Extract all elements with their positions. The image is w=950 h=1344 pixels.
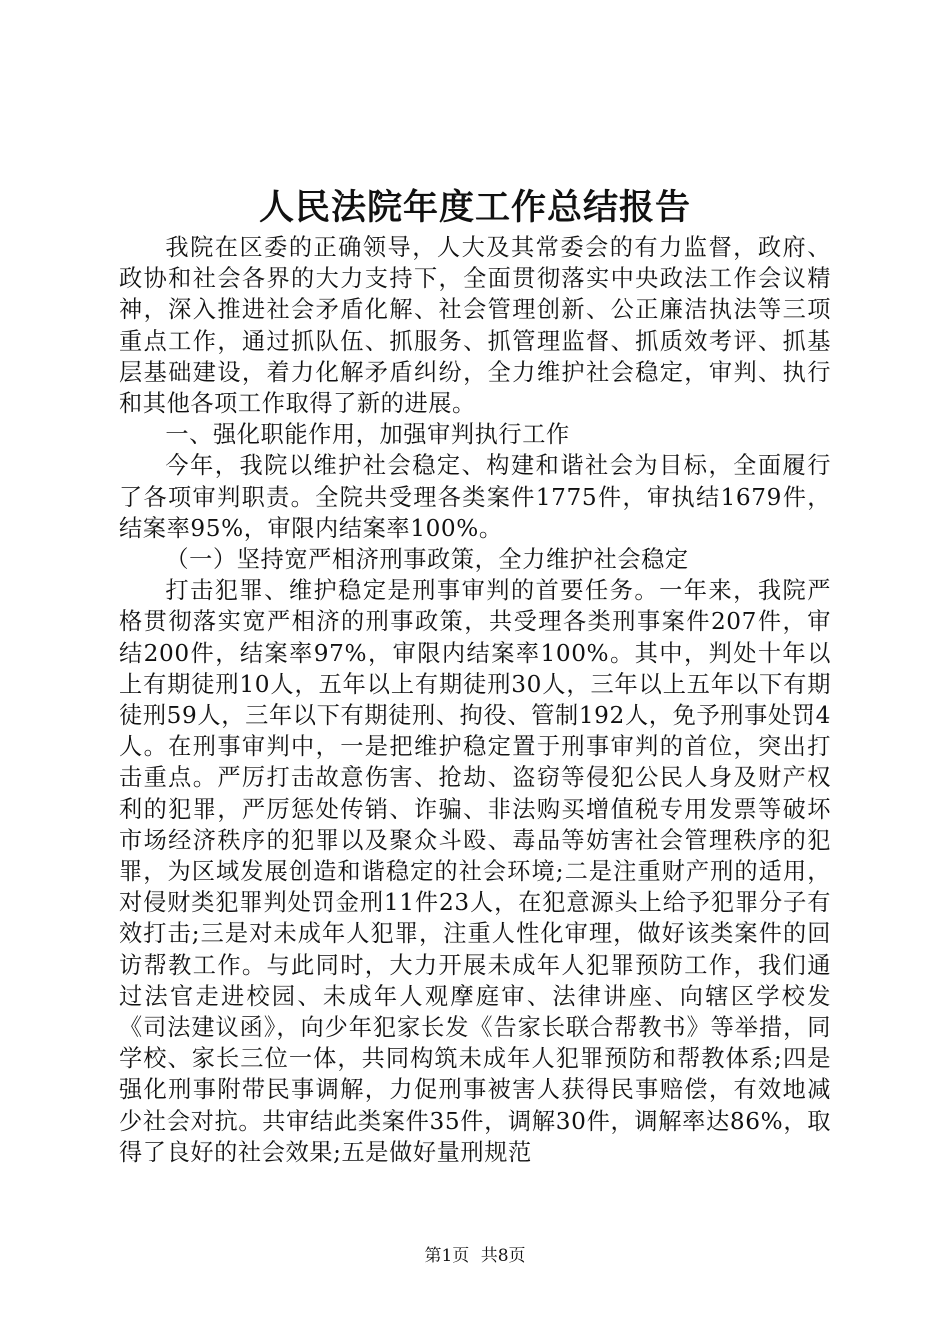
section-heading: 一、强化职能作用，加强审判执行工作 [165, 421, 570, 449]
document-body [119, 232, 831, 1168]
page-footer [0, 1244, 950, 1268]
paragraph-intro: 我院在区委的正确领导，人大及其常委会的有力监督，政府、政协和社会各界的大力支持下，全面贯彻落实中央政法工作会议精神，深入推进社会矛盾化解、社会管理创新、公正廉洁执法等三项重点工作，通过抓队伍、抓服务、抓管理监督、抓质效考评、抓基层基础建设，着力化解矛盾纠纷，全力维护社会稳定，审判、执行和其他各项工作取得了新的进展。 [119, 234, 831, 418]
page-number: 第1页 [424, 1246, 470, 1266]
paragraph-criminal: 打击犯罪、维护稳定是刑事审判的首要任务。一年来，我院严格贯彻落实宽严相济的刑事政策，共受理各类刑事案件207件，审结200件，结案率97%，审限内结案率100%。其中，判处十年以上有期徒刑10人，五年以上有期徒刑30人，三年以上五年以下有期徒刑59人，三年以下有期徒刑、拘役、管制192人，免予刑事处罚4人。在刑事审判中，一是把维护稳定置于刑事审判的首位，突出打击重点。严厉打击故意伤害、抢劫、盗窃等侵犯公民人身及财产权利的犯罪，严厉惩处传销、诈骗、非法购买增值税专用发票等破坏市场经济秩序的犯罪以及聚众斗殴、毒品等妨害社会管理秩序的犯罪，为区域发展创造和谐稳定的社会环境;二是注重财产刑的适用，对侵财类犯罪判处罚金刑11件23人，在犯意源头上给予犯罪分子有效打击;三是对未成年人犯罪，注重人性化审理，做好该类案件的回访帮教工作。与此同时，大力开展未成年人犯罪预防工作，我们通过法官走进校园、未成年人观摩庭审、法律讲座、向辖区学校发《司法建议函》，向少年犯家长发《告家长联合帮教书》等举措，同学校、家长三位一体，共同构筑未成年人犯罪预防和帮教体系;四是强化刑事附带民事调解，力促刑事被害人获得民事赔偿，有效地减少社会对抗。共审结此类案件35件，调解30件，调解率达86%，取得了良好的社会效果;五是做好量刑规范 [119, 577, 831, 1166]
subsection-heading: （一）坚持宽严相济刑事政策，全力维护社会稳定 [165, 546, 689, 574]
paragraph-overview: 今年，我院以维护社会稳定、构建和谐社会为目标，全面履行了各项审判职责。全院共受理各类案件1775件，审执结1679件，结案率95%，审限内结案率100%。 [119, 452, 831, 542]
page-total: 共8页 [480, 1246, 526, 1266]
document-title: 人民法院年度工作总结报告 [258, 187, 691, 228]
